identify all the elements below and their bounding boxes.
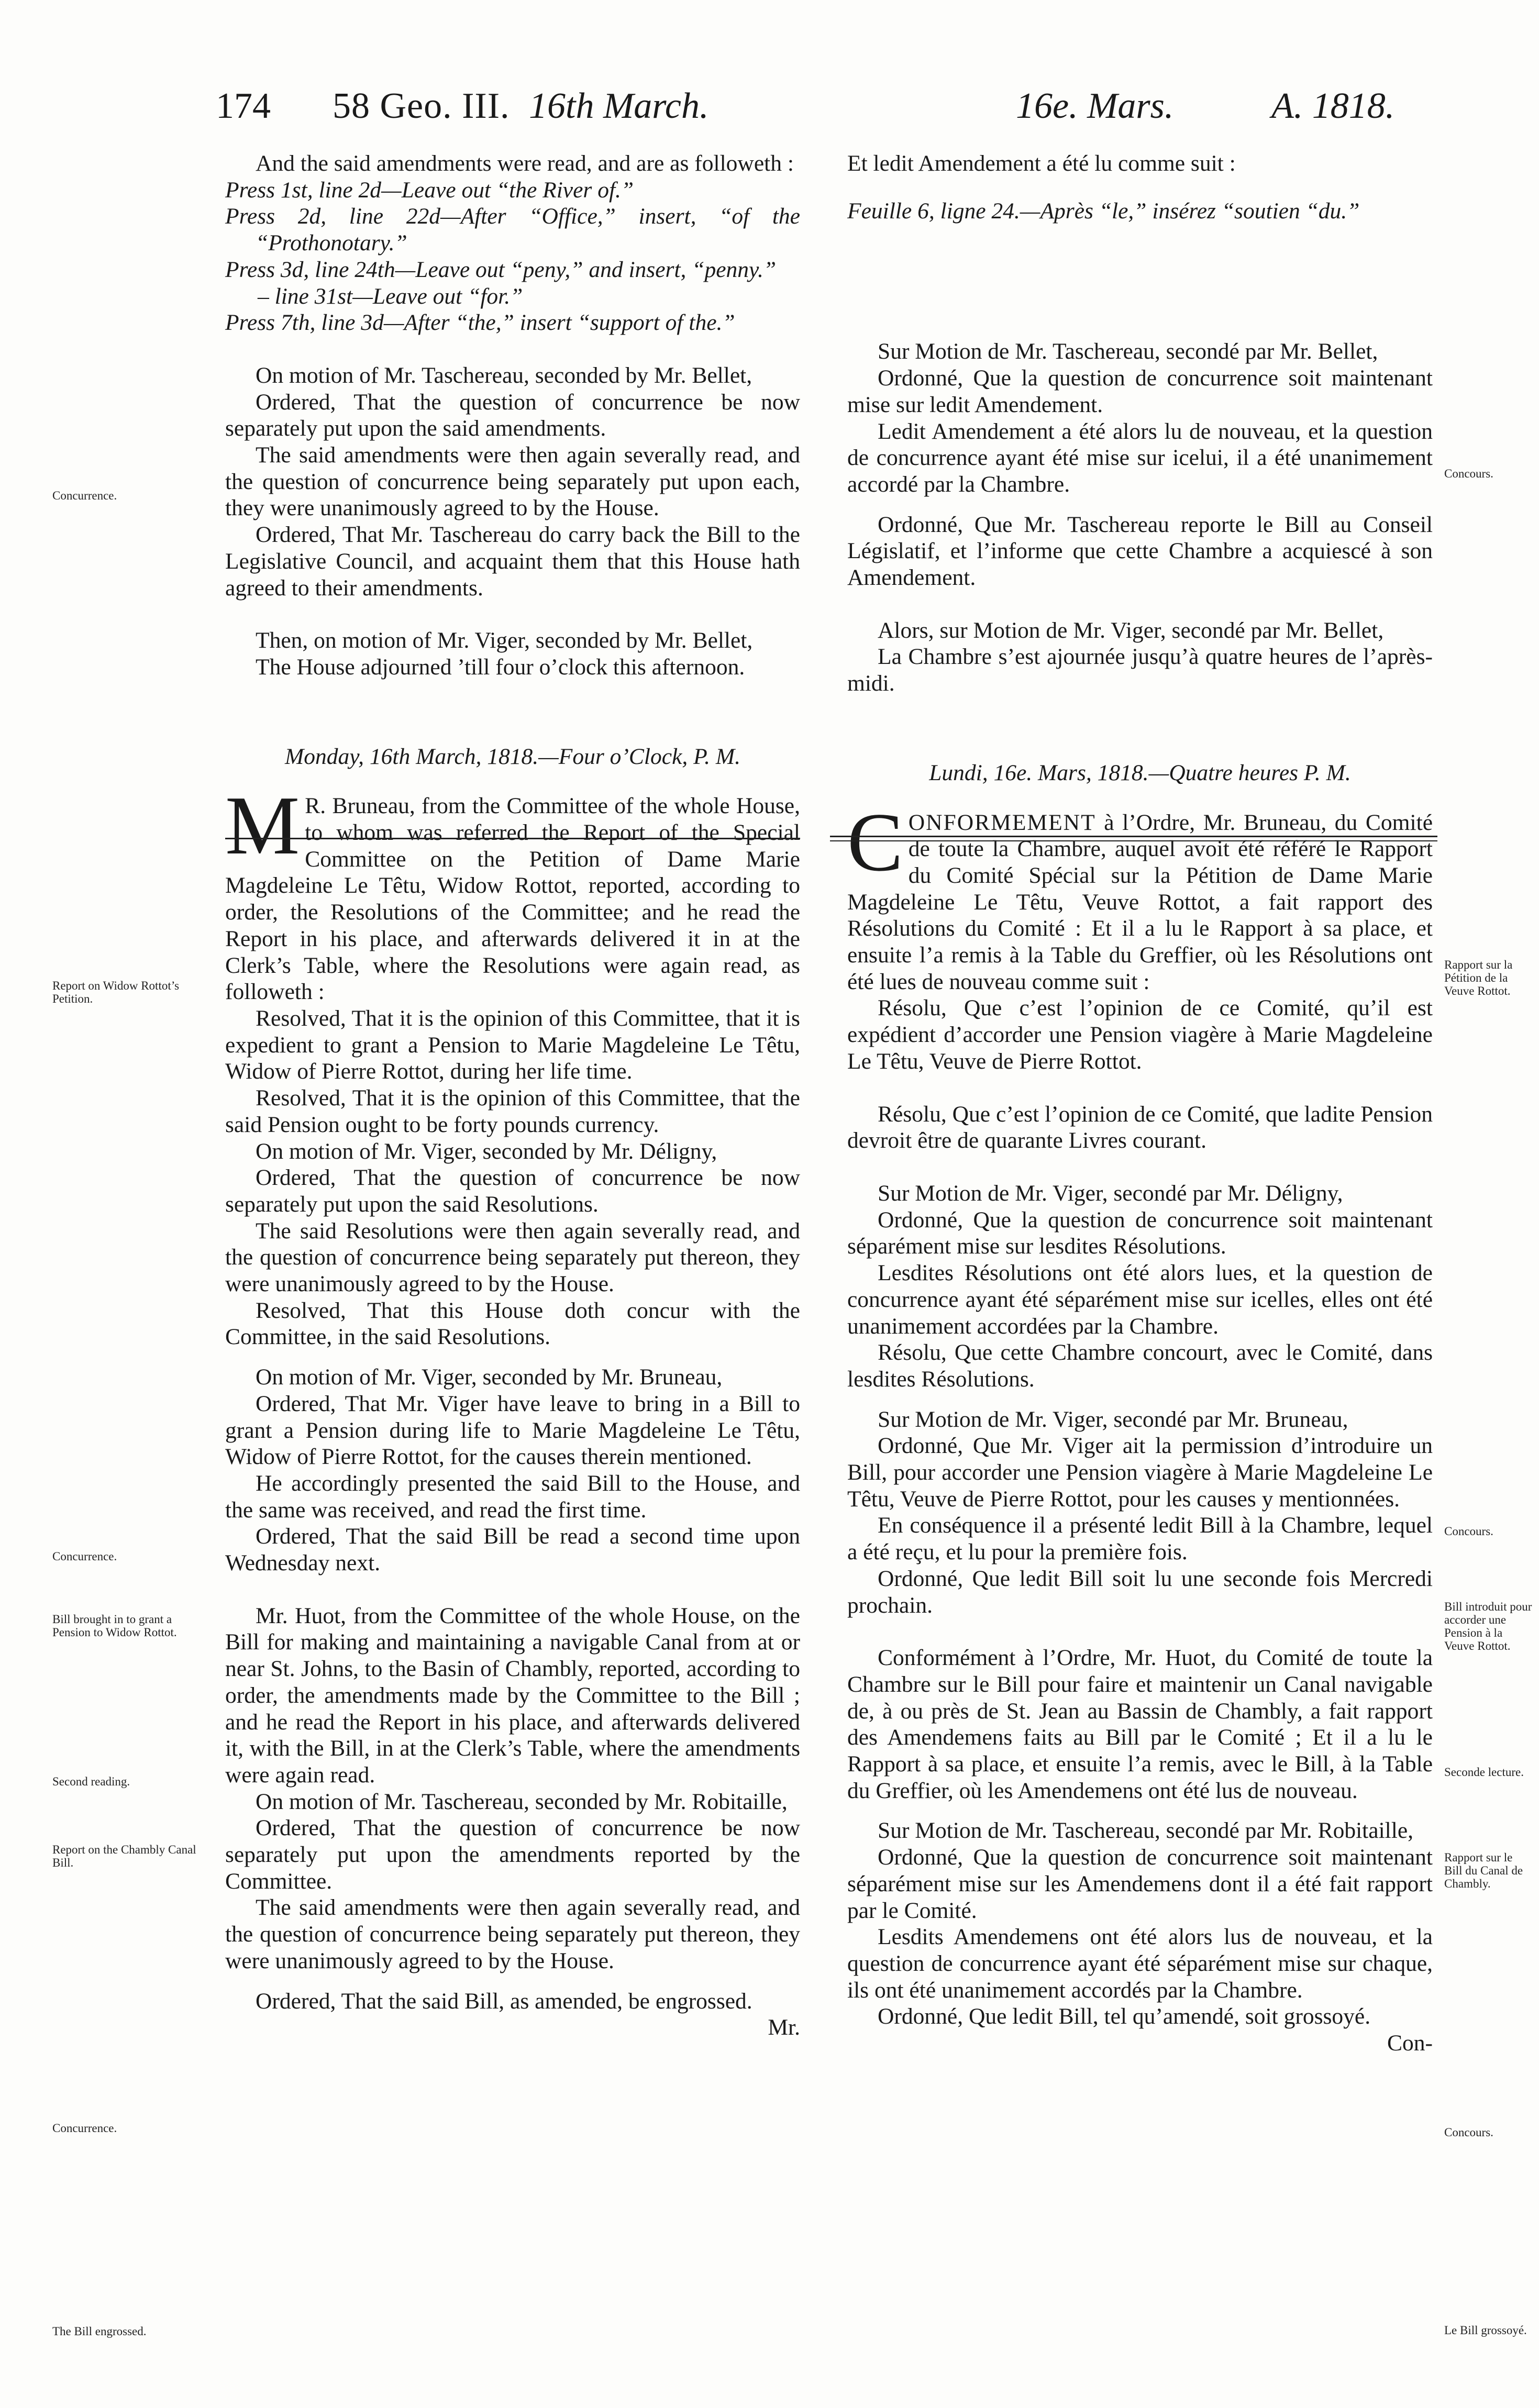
margin-note-concours-2: Concours. bbox=[1444, 1525, 1493, 1538]
fr-sitting-heading: Lundi, 16e. Mars, 1818.—Quatre heures P. M. bbox=[929, 760, 1351, 785]
margin-note-bill-introduit: Bill introduit pour accorder une Pension à la Veuve Rottot. bbox=[1444, 1600, 1532, 1652]
fr-drop-cap: C bbox=[847, 795, 903, 889]
en-canal-amendments-agreed: The said amendments were then again severally read, and the question of concurrence being separately put thereon, they were unanimously agreed to by the House. bbox=[225, 1895, 800, 1973]
en-ordered-concurrence-2: Ordered, That the question of concurrence be now separately put upon the said Resolutions. bbox=[225, 1165, 800, 1217]
fr-ordonne-bill: Ordonné, Que Mr. Viger ait la permission d’introduire un Bill, pour accorder une Pension viagère à Marie Magdeleine Le Têtu, Veuve de Pierre Rottot, pour les causes y mentionnées. bbox=[847, 1433, 1433, 1512]
en-sitting-heading: Monday, 16th March, 1818.—Four o’Clock, P. M. bbox=[285, 744, 740, 769]
margin-note-report-chambly: Report on the Chambly Canal Bill. bbox=[52, 1843, 196, 1869]
margin-note-bill-brought: Bill brought in to grant a Pension to Widow Rottot. bbox=[52, 1613, 177, 1639]
fr-resolu-2: Résolu, Que c’est l’opinion de ce Comité, que ladite Pension devroit être de quarante Livres courant. bbox=[847, 1101, 1433, 1153]
en-amendment-2: Press 2d, line 22d—After “Office,” insert, “of the “Prothonotary.” bbox=[225, 204, 800, 256]
margin-note-concours-1: Concours. bbox=[1444, 467, 1493, 480]
fr-amendment-1: Feuille 6, ligne 24.—Après “le,” insérez “soutien “du.” bbox=[847, 198, 1360, 224]
date-french: 16e. Mars. bbox=[1016, 86, 1174, 126]
fr-resolutions-accordees: Lesdites Résolutions ont été alors lues, et la question de concurrence ayant été séparément mise sur icelles, elles ont été unanimement accordées par la Chambre. bbox=[847, 1260, 1433, 1339]
page-number: 174 bbox=[216, 86, 271, 126]
year: A. 1818. bbox=[1271, 86, 1395, 126]
fr-motion-taschereau: Sur Motion de Mr. Taschereau, secondé par Mr. Bellet, bbox=[878, 339, 1378, 364]
en-ordered-engrossed: Ordered, That the said Bill, as amended, be engrossed. bbox=[256, 1988, 752, 2014]
en-amendment-3: Press 3d, line 24th—Leave out “peny,” and insert, “penny.” bbox=[225, 257, 777, 282]
margin-note-concurrence-3: Concurrence. bbox=[52, 2122, 117, 2135]
en-motion-taschereau: On motion of Mr. Taschereau, seconded by Mr. Bellet, bbox=[256, 362, 752, 388]
fr-motion-viger: Alors, sur Motion de Mr. Viger, secondé par Mr. Bellet, bbox=[878, 617, 1384, 643]
en-report-huot: Mr. Huot, from the Committee of the whole House, on the Bill for making and maintaining a navigable Canal from at or near St. Johns, to the Basin of Chambly, reported, according to order, the amendments made by the Committee to the Bill ; and he read the Report in his place, and afterwards delivered it, with the Bill, in at the Clerk’s Table, where the amendments were again read. bbox=[225, 1603, 800, 1788]
fr-amendement-accorde: Ledit Amendement a été alors lu de nouveau, et la question de concurrence ayant été mise sur icelui, il a été unanimement accordé par la Chambre. bbox=[847, 418, 1433, 497]
en-resolutions-agreed: The said Resolutions were then again severally read, and the question of concurrence being separately put thereon, they were unanimously agreed to by the House. bbox=[225, 1218, 800, 1297]
en-motion-robitaille: On motion of Mr. Taschereau, seconded by Mr. Robitaille, bbox=[256, 1789, 788, 1814]
fr-amendemens-accordes: Lesdits Amendemens ont été alors lus de nouveau, et la question de concurrence ayant été séparément mise sur chaque, ils ont été unanimement accordés par la Chambre. bbox=[847, 1924, 1433, 2003]
english-column bbox=[225, 150, 800, 2041]
en-second-reading: Ordered, That the said Bill be read a second time upon Wednesday next. bbox=[225, 1524, 800, 1576]
margin-note-rapport-petition: Rapport sur la Pétition de la Veuve Rottot. bbox=[1444, 958, 1513, 997]
margin-note-concours-3: Concours. bbox=[1444, 2126, 1493, 2139]
fr-rapport-huot: Conformément à l’Ordre, Mr. Huot, du Comité de toute la Chambre sur le Bill pour faire et maintenir un Canal navigable de, à ou près de St. Jean au Bassin de Chambly, a fait rapport des Amendemens faits au Bill par le Comité ; Et il a lu le Rapport à sa place, et ensuite l’a remis, avec le Bill, à la Table du Greffier, où les Amendemens ont été lus de nouveau. bbox=[847, 1645, 1433, 1803]
en-section-rule bbox=[225, 838, 800, 839]
en-ordered-bill: Ordered, That Mr. Viger have leave to bring in a Bill to grant a Pension during life to Marie Magdeleine Le Têtu, Widow of Pierre Rottot, for the causes therein mentioned. bbox=[225, 1391, 800, 1470]
fr-ajournee: La Chambre s’est ajournée jusqu’à quatre heures de l’après-midi. bbox=[847, 644, 1433, 696]
en-intro: And the said amendments were read, and are as followeth : bbox=[256, 151, 794, 176]
en-amendment-1: Press 1st, line 2d—Leave out “the River of.” bbox=[225, 177, 634, 203]
en-catchword: Mr. bbox=[768, 2015, 800, 2040]
fr-section-rule bbox=[830, 836, 1437, 837]
en-ordered-concurrence-3: Ordered, That the question of concurrence be now separately put upon the amendments reported by the Committee. bbox=[225, 1815, 800, 1894]
en-bill-presented: He accordingly presented the said Bill to the House, and the same was received, and read the first time. bbox=[225, 1470, 800, 1523]
running-header bbox=[0, 77, 1539, 135]
en-amendment-4: – line 31st—Leave out “for.” bbox=[258, 283, 523, 309]
margin-note-second-reading: Second reading. bbox=[52, 1775, 130, 1788]
fr-catchword: Con- bbox=[1387, 2030, 1433, 2056]
fr-motion-viger-bruneau: Sur Motion de Mr. Viger, secondé par Mr. Bruneau, bbox=[878, 1406, 1348, 1432]
en-resolved-concur: Resolved, That this House doth concur with the Committee, in the said Resolutions. bbox=[225, 1297, 800, 1350]
french-column bbox=[847, 150, 1433, 2057]
fr-report-bruneau-text: à l’Ordre, Mr. Bruneau, du Comité de toute la Chambre, auquel avoit été référé le Rapport du Comité Spécial sur la Pétition de Dame Marie Magdeleine Le Têtu, Veuve Rottot, a fait rapport des Résolutions du Comité : Et il a lu le Rapport à sa place, et ensuite l’a remis à la Table du Greffier, où les Résolutions ont été lues de nouveau comme suit : bbox=[847, 809, 1433, 994]
fr-resolu-1: Résolu, Que c’est l’opinion de ce Comité, qu’il est expédient d’accorder une Pension viagère à Marie Magdeleine Le Têtu, Veuve de Pierre Rottot. bbox=[847, 995, 1433, 1074]
fr-ordonne-concurrence: Ordonné, Que la question de concurrence soit maintenant mise sur ledit Amendement. bbox=[847, 365, 1433, 417]
en-report-bruneau-text: R. Bruneau, from the Committee of the whole House, to whom was referred the Report of the Special Committee on the Petition of Dame Marie Magdeleine Le Têtu, Widow Rottot, reported, according to order, the Resolutions of the Committee; and he read the Report in his place, and afterwards delivered it in at the Clerk’s Table, where the Resolutions were again read, as followeth : bbox=[225, 793, 800, 1005]
fr-intro: Et ledit Amendement a été lu comme suit : bbox=[847, 151, 1236, 176]
fr-motion-robitaille: Sur Motion de Mr. Taschereau, secondé par Mr. Robitaille, bbox=[878, 1818, 1414, 1844]
en-resolved-1: Resolved, That it is the opinion of this Committee, that it is expedient to grant a Pension to Marie Magdeleine Le Têtu, Widow of Pierre Rottot, during her life time. bbox=[225, 1005, 800, 1084]
en-amendment-5: Press 7th, line 3d—After “the,” insert “support of the.” bbox=[225, 310, 735, 336]
en-drop-cap: M bbox=[225, 779, 300, 872]
margin-note-concurrence-1: Concurrence. bbox=[52, 489, 117, 502]
margin-note-bill-grossoye: Le Bill grossoyé. bbox=[1444, 2324, 1527, 2337]
fr-resolu-concourt: Résolu, Que cette Chambre concourt, avec le Comité, dans lesdites Résolutions. bbox=[847, 1340, 1433, 1392]
fr-bill-presente: En conséquence il a présenté ledit Bill à la Chambre, lequel a été reçu, et lu pour la première fois. bbox=[847, 1513, 1433, 1565]
en-motion-viger: Then, on motion of Mr. Viger, seconded by Mr. Bellet, bbox=[256, 628, 753, 653]
fr-report-lead: ONFORMEMENT bbox=[908, 809, 1096, 835]
margin-note-rapport-canal: Rapport sur le Bill du Canal de Chambly. bbox=[1444, 1851, 1523, 1890]
fr-ordonne-concurrence-2: Ordonné, Que la question de concurrence soit maintenant séparément mise sur lesdites Résolutions. bbox=[847, 1207, 1433, 1259]
margin-note-bill-engrossed: The Bill engrossed. bbox=[52, 2325, 147, 2338]
en-amendments-agreed: The said amendments were then again severally read, and the question of concurrence being separately put upon each, they were unanimously agreed to by the House. bbox=[225, 442, 800, 521]
en-ordered-concurrence: Ordered, That the question of concurrence be now separately put upon the said amendments. bbox=[225, 389, 800, 441]
en-motion-viger-deligny: On motion of Mr. Viger, seconded by Mr. Déligny, bbox=[256, 1138, 717, 1164]
fr-ordonne-reporte: Ordonné, Que Mr. Taschereau reporte le Bill au Conseil Législatif, et l’informe que cette Chambre a acquiescé à son Amendement. bbox=[847, 512, 1433, 591]
en-ordered-carry-back: Ordered, That Mr. Taschereau do carry back the Bill to the Legislative Council, and acquaint them that this House hath agreed to their amendments. bbox=[225, 522, 800, 601]
en-motion-viger-bruneau: On motion of Mr. Viger, seconded by Mr. Bruneau, bbox=[256, 1364, 723, 1390]
en-report-bruneau bbox=[225, 779, 800, 1005]
fr-ordonne-concurrence-3: Ordonné, Que la question de concurrence soit maintenant séparément mise sur les Amendemens dont il a été fait rapport par le Comité. bbox=[847, 1845, 1433, 1923]
margin-note-concurrence-2: Concurrence. bbox=[52, 1550, 117, 1563]
en-adjourned: The House adjourned ’till four o’clock this afternoon. bbox=[256, 654, 745, 680]
fr-motion-viger-deligny: Sur Motion de Mr. Viger, secondé par Mr. Déligny, bbox=[878, 1180, 1343, 1206]
margin-note-seconde-lecture: Seconde lecture. bbox=[1444, 1766, 1524, 1779]
fr-ordonne-grossoye: Ordonné, Que ledit Bill, tel qu’amendé, soit grossoyé. bbox=[878, 2004, 1371, 2029]
date-english: 16th March. bbox=[529, 86, 709, 126]
margin-note-report-widow: Report on Widow Rottot’s Petition. bbox=[52, 979, 180, 1005]
reign-english: 58 Geo. III. bbox=[333, 86, 510, 126]
en-resolved-2: Resolved, That it is the opinion of this Committee, that the said Pension ought to be forty pounds currency. bbox=[225, 1085, 800, 1137]
fr-seconde-lecture: Ordonné, Que ledit Bill soit lu une seconde fois Mercredi prochain. bbox=[847, 1566, 1433, 1618]
